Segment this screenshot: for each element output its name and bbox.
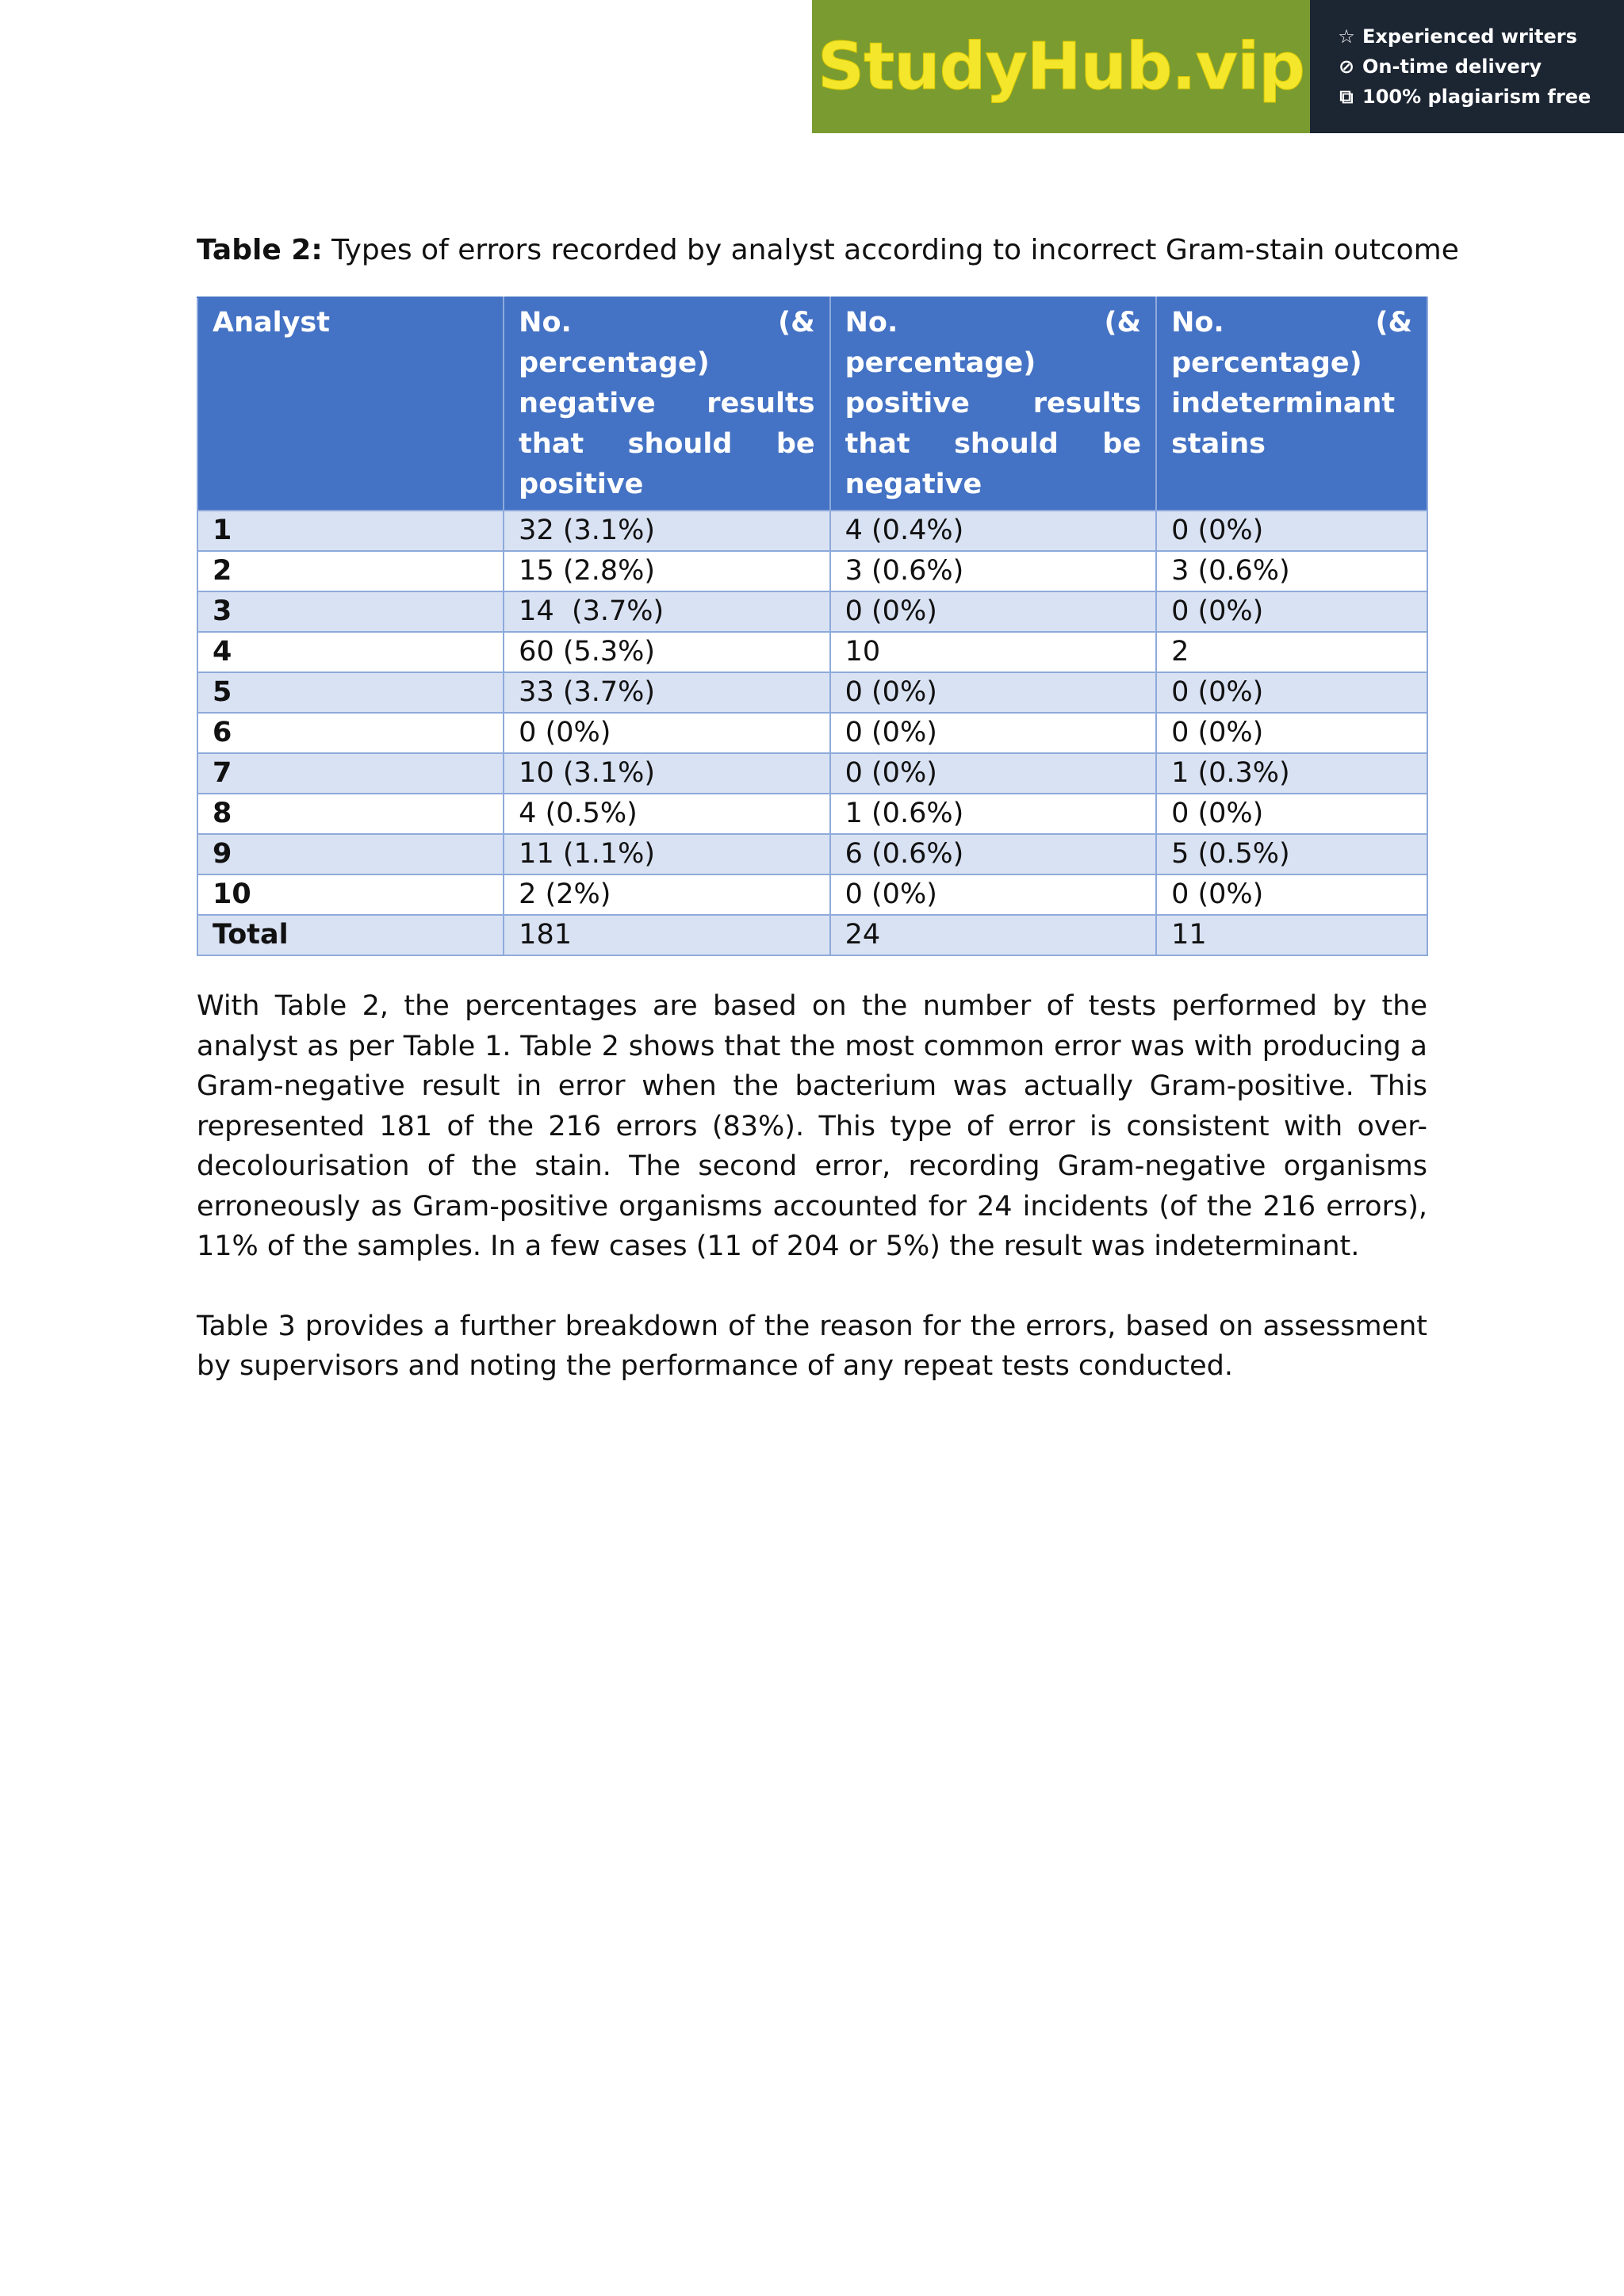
row-header-cell: 4 bbox=[197, 632, 504, 672]
table-row bbox=[197, 632, 1427, 672]
column-header: Analyst bbox=[197, 297, 504, 511]
table-cell: 0 (0%) bbox=[830, 713, 1156, 753]
paragraph: With Table 2, the percentages are based on the number of tests performed by the analyst as per Table 1. Table 2 shows that the most common error was with producing a Gram-negative result in error when the bacterium was actually Gram-positive. This represented 181 of the 216 errors (83%). This type of error is consistent with over-decolourisation of the stain. The second error, recording Gram-negative organisms erroneously as Gram-positive organisms accounted for 24 incidents (of the 216 errors), 11% of the samples. In a few cases (11 of 204 or 5%) the result was indeterminant. bbox=[197, 990, 1427, 1262]
table-cell: 6 (0.6%) bbox=[830, 834, 1156, 874]
feature-item bbox=[1337, 55, 1624, 78]
table-cell: 0 (0%) bbox=[1156, 794, 1427, 834]
table-cell: 0 (0%) bbox=[1156, 713, 1427, 753]
table-cell: 0 (0%) bbox=[1156, 591, 1427, 632]
table-row bbox=[197, 551, 1427, 591]
column-header: No. (& percentage) negative results that should be positive bbox=[504, 297, 829, 511]
table-row bbox=[197, 713, 1427, 753]
table-cell: 1 (0.3%) bbox=[1156, 753, 1427, 794]
table-cell: 10 bbox=[830, 632, 1156, 672]
feature-label: 100% plagiarism free bbox=[1362, 86, 1591, 108]
table-cell: 10 (3.1%) bbox=[504, 753, 829, 794]
row-header-cell: 5 bbox=[197, 672, 504, 713]
row-header-cell: Total bbox=[197, 915, 504, 955]
caption-text: Types of errors recorded by analyst according to incorrect Gram-stain outcome bbox=[322, 234, 1459, 266]
table-cell: 3 (0.6%) bbox=[1156, 551, 1427, 591]
table-row bbox=[197, 511, 1427, 551]
row-header-cell: 7 bbox=[197, 753, 504, 794]
table-row bbox=[197, 672, 1427, 713]
table-caption bbox=[197, 234, 1459, 266]
brand-logo: StudyHub.vip bbox=[818, 29, 1304, 105]
row-header-cell: 6 bbox=[197, 713, 504, 753]
caption-label: Table 2: bbox=[197, 234, 323, 266]
errors-table bbox=[197, 297, 1428, 956]
row-header-cell: 1 bbox=[197, 511, 504, 551]
table-cell: 0 (0%) bbox=[830, 591, 1156, 632]
table-cell: 32 (3.1%) bbox=[504, 511, 829, 551]
clock-icon: ⊘ bbox=[1338, 55, 1355, 78]
table-cell: 0 (0%) bbox=[1156, 874, 1427, 915]
table-row bbox=[197, 591, 1427, 632]
table-row bbox=[197, 834, 1427, 874]
table-cell: 15 (2.8%) bbox=[504, 551, 829, 591]
table-cell: 0 (0%) bbox=[830, 753, 1156, 794]
column-header: No. (& percentage) indeterminant stains bbox=[1156, 297, 1427, 511]
feature-list bbox=[1310, 0, 1624, 133]
row-header-cell: 3 bbox=[197, 591, 504, 632]
row-header-cell: 9 bbox=[197, 834, 504, 874]
table-cell: 0 (0%) bbox=[830, 874, 1156, 915]
row-header-cell: 2 bbox=[197, 551, 504, 591]
table-cell: 24 bbox=[830, 915, 1156, 955]
table-cell: 0 (0%) bbox=[504, 713, 829, 753]
table-cell: 0 (0%) bbox=[1156, 511, 1427, 551]
table-cell: 11 bbox=[1156, 915, 1427, 955]
table-cell: 4 (0.5%) bbox=[504, 794, 829, 834]
table-cell: 4 (0.4%) bbox=[830, 511, 1156, 551]
table-cell: 60 (5.3%) bbox=[504, 632, 829, 672]
table-cell: 11 (1.1%) bbox=[504, 834, 829, 874]
table-cell: 181 bbox=[504, 915, 829, 955]
table-row bbox=[197, 915, 1427, 955]
document-body bbox=[197, 234, 1459, 1387]
promo-banner[interactable] bbox=[812, 0, 1624, 133]
table-header-row bbox=[197, 297, 1427, 511]
row-header-cell: 8 bbox=[197, 794, 504, 834]
copy-icon: ⧉ bbox=[1339, 86, 1354, 108]
table-cell: 3 (0.6%) bbox=[830, 551, 1156, 591]
star-icon: ☆ bbox=[1338, 25, 1355, 48]
table-cell: 0 (0%) bbox=[830, 672, 1156, 713]
feature-item bbox=[1337, 86, 1624, 108]
feature-label: Experienced writers bbox=[1362, 25, 1577, 48]
table-cell: 2 bbox=[1156, 632, 1427, 672]
brand-panel bbox=[812, 0, 1310, 133]
table-cell: 0 (0%) bbox=[1156, 672, 1427, 713]
feature-label: On-time delivery bbox=[1362, 55, 1542, 78]
paragraph: Table 3 provides a further breakdown of the reason for the errors, based on assessment by supervisors and noting the performance of any repeat tests conducted. bbox=[197, 1310, 1427, 1382]
feature-item bbox=[1337, 25, 1624, 48]
table-cell: 2 (2%) bbox=[504, 874, 829, 915]
table-cell: 5 (0.5%) bbox=[1156, 834, 1427, 874]
row-header-cell: 10 bbox=[197, 874, 504, 915]
table-row bbox=[197, 794, 1427, 834]
table-cell: 14 (3.7%) bbox=[504, 591, 829, 632]
table-cell: 33 (3.7%) bbox=[504, 672, 829, 713]
table-body bbox=[197, 511, 1427, 955]
table-row bbox=[197, 874, 1427, 915]
table-row bbox=[197, 753, 1427, 794]
table-cell: 1 (0.6%) bbox=[830, 794, 1156, 834]
column-header: No. (& percentage) positive results that should be negative bbox=[830, 297, 1156, 511]
